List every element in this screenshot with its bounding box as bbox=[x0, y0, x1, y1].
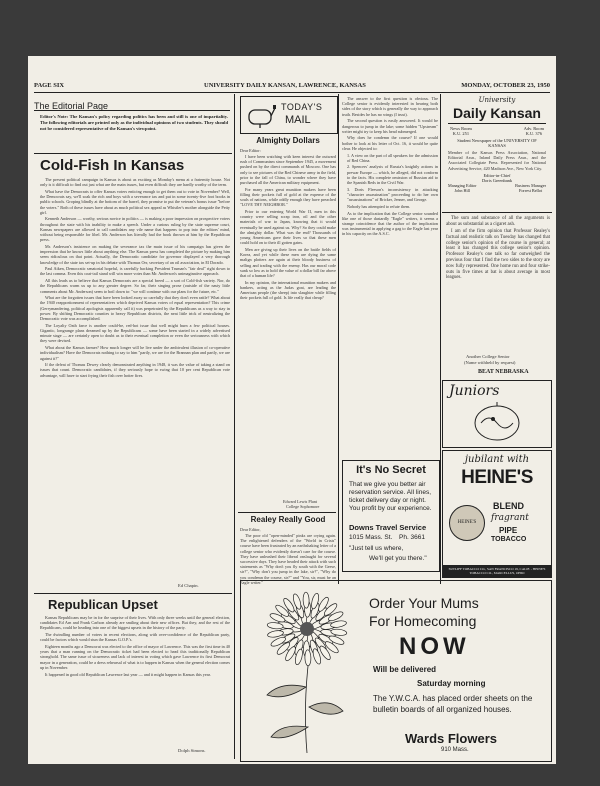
signature-coldfish: Ed Chapin. bbox=[178, 583, 199, 588]
letter-body-dollars bbox=[240, 154, 336, 498]
article-title-coldfish: Cold-Fish In Kansas bbox=[40, 157, 185, 174]
masthead-kicker: University bbox=[478, 96, 516, 104]
adv-room: Adv. Room K.U. 376 bbox=[523, 126, 544, 136]
letter-right-note: (Name withheld by request) bbox=[464, 360, 516, 365]
paragraph: The present political campaign in Kansas is about as exciting as Monday's menu at a fraternity house. Not only is it difficult to find out just what are the main issues, but even difficult they are hardly worthy of the term. bbox=[40, 177, 230, 188]
heines-pipe: PIPE bbox=[499, 526, 518, 535]
column-divider bbox=[338, 94, 339, 584]
paragraph: As to the implication that the College senior sounded like one of those dastardly "Eagle" writers, it seems a strange coincidence that the author of the implication was instrumental in applying a gag to the Eagle last year in his capacity on the A.S.C. bbox=[342, 210, 438, 237]
downs-name: Downs Travel Service bbox=[349, 523, 427, 532]
paragraph: Mr. Anderson's insistence on making the severance tax the main issue of his campaign has given the impression that he knows little about anything else. The Kansas press has completed the picture by making him seem ridiculous on that point. Actually, the Democratic candidate for governor displayed a very thorough knowledge of the state tax set-up in his debate with Thomas Orr, secretary of an oil association, in El Dorado. bbox=[40, 243, 230, 265]
mailbox-icon bbox=[247, 102, 277, 128]
paragraph: The sum and substance of all the arguments is about as substantial as a cigaret ash. bbox=[446, 216, 550, 227]
todays-label: TODAY'S bbox=[281, 102, 323, 112]
article-body-coldfish bbox=[40, 177, 230, 582]
heines-tobacco: TOBACCO bbox=[491, 536, 527, 543]
mums-saturday: Saturday morning bbox=[417, 679, 486, 688]
heines-fragrant: fragrant bbox=[491, 513, 529, 523]
masthead-membership: Member of the Kansas Press Association, National Editorial Assn., Inland Daily Press Assn., and the Associated Collegiate Press. Represented for National Advertising Service, 420 Madison Ave., New York City. bbox=[448, 150, 546, 171]
juniors-logo-icon bbox=[467, 401, 527, 445]
article-body-upset bbox=[40, 615, 230, 745]
heines-footer: SUTLIFF TOBACCO CO., SAN FRANCISCO 19, CALIF. - HEINE'S TOBACCO CO., MARCELLUS, OHIO bbox=[443, 565, 551, 577]
paragraph: The dwindling number of voters in recent elections, along with over-confidence of the Republican party, could be factors which would stun the Kansas G.O.P.'s. bbox=[40, 632, 230, 643]
column-divider bbox=[234, 94, 235, 759]
heines-brand: HEINE'S bbox=[461, 467, 533, 488]
paragraph: All this leads us to believe that Kansas Democrats are a special breed — a sort of Cold-fish variety. Nor, do the Republicans warm us up to any greater degree. So far, their singing prose (outside of the nasty little comments about Mr. Anderson) seem to boil down to: "we will continue with our plans for the future, etc." bbox=[40, 278, 230, 294]
column-divider bbox=[440, 94, 441, 584]
page-label: PAGE SIX bbox=[34, 82, 65, 89]
newspaper-page bbox=[28, 56, 556, 764]
downs-phone: Ph. 3661 bbox=[399, 534, 426, 541]
paragraph: Paul Aiken, Democratic senatorial hopeful, is carefully backing President Truman's "fair deal" right down to the last comma. Even this coat-tail stand will win more votes than Mr. Anderson's unimaginative approach. bbox=[40, 266, 230, 277]
downs-text: That we give you better air reservation service. All lines, ticket delivery day or night. You profit by our experience. bbox=[349, 481, 432, 512]
mums-line-2: For Homecoming bbox=[369, 613, 477, 629]
divider bbox=[34, 153, 232, 154]
paragraph: The Loyalty Oath farce is another could-be, red-hot issue that well might burn a few political houses. Gigantic, longrange plans dreamed up by the Republicans — some have been started in a widely advertised minute stage — are certainly open to doubt as to their eventual completion or even the seriousness with which they were devised. bbox=[40, 322, 230, 344]
downs-travel-ad bbox=[342, 460, 440, 572]
section-title-text: The Editorial Page bbox=[34, 101, 109, 111]
paragraph: Prior to our entering World War II, men in this country were selling scrap iron, oil and the other materials of war to Japan, knowing that it would eventually be used against us. Why? So they could make the almighty dollar. What was the end? Thousands of young Americans gave their lives so that these men could hold on to their ill gotten gains. bbox=[240, 209, 336, 246]
masthead bbox=[444, 96, 550, 210]
paragraph: What about the Kansas farmer? How much longer will he live under the ambivalent illusion of co-operative individualism? Have the Democrats nothing to say to him "partly, we are for the Brannan plan and partly, we are against it?" bbox=[40, 345, 230, 361]
beat-nebraska: BEAT NEBRASKA bbox=[478, 369, 529, 375]
editors-note: Editor's Note: The Kansan's policy regarding politics has been and still is one of impartiality. The following editorials are printed only as the individual opinions of two students. They should not be considered representative of the Kansan's viewpoint. bbox=[40, 114, 228, 131]
wards-name: Wards Flowers bbox=[405, 731, 497, 746]
mums-ad bbox=[240, 580, 552, 762]
heines-blend: BLEND bbox=[493, 501, 524, 511]
mums-ywca: The Y.W.C.A. has placed order sheets on the bulletin boards of all organized houses. bbox=[373, 694, 533, 714]
signature-upset: Dolph Simons. bbox=[178, 748, 206, 753]
letter-body-realey-start bbox=[240, 533, 336, 585]
divider bbox=[34, 593, 232, 594]
paragraph: What have the Democrats to offer Kansas voters enticing enough to get them out to vote in November? Well, the Democrats say, we'll soak the rich and boys with a severance tax and put in some twenty-five foot books in public schools. Groping blindly at the bottom of the barrel, they promise to put the veteran's bonus issue "before the voters." Both of these issues have about as much political sex appeal as Whistler's mother alongside the Petty girl. bbox=[40, 188, 230, 215]
mums-delivered: Will be delivered bbox=[373, 665, 437, 674]
paragraph: Why does he condemn the course? If one would bother to look at his letter of Oct. 16, it would be quite clear. He objected to: bbox=[342, 135, 438, 151]
section-title bbox=[34, 96, 230, 111]
petal bbox=[303, 592, 309, 608]
letter-headline-dollars: Almighty Dollars bbox=[256, 136, 320, 145]
paragraph: Men are giving up their lives on the battle fields of Korea, and yet while these men are dying the same malign plotters are again at their bloody business of selling and trading with the enemy. Has our moral code sunk so low as to hold the value of a dollar bill far above that of a human life? bbox=[240, 246, 336, 278]
petal bbox=[305, 650, 311, 666]
divider bbox=[238, 512, 336, 513]
mums-now: NOW bbox=[399, 633, 470, 660]
masthead-editor-label: Editor-in-Chief bbox=[483, 172, 511, 178]
heines-ad bbox=[442, 450, 552, 578]
page-header bbox=[34, 82, 550, 93]
issue-date: MONDAY, OCTOBER 23, 1950 bbox=[461, 82, 550, 89]
letter-signature: Edward Lewis Plant bbox=[283, 499, 317, 504]
paragraph: It happened in good old Republican Lawrence last year — and it might happen in Kansas this year. bbox=[45, 671, 211, 677]
downs-address: 1015 Mass. St. bbox=[349, 534, 393, 541]
heines-tagline: jubilant with bbox=[464, 454, 530, 465]
paragraph: I am of the firm opinion that Professor Realey's factual and realistic talk on Tuesday has changed that college senior's opinion of the course in general; at least it has changed this college senior's opinion. Professor Realey's one talk so far outweighed the previous four that I find the two sides to the story are now fully represented. One home run and four strike-outs in five times at bat is about average in most leagues. bbox=[446, 229, 550, 281]
masthead-staff: Managing Editor John Hill Business Manager Forrest Bellot bbox=[448, 182, 546, 193]
paragraph: In my opinion, the international munition makers and bankers, acting as the Judas goat, are leading the American people (the sheep) into slaughter while filling their pockets full of gold. Is life really that cheap? bbox=[240, 279, 336, 301]
article-title-upset: Republican Upset bbox=[48, 597, 158, 612]
divider bbox=[448, 123, 546, 124]
downs-headline: It's No Secret bbox=[356, 464, 426, 476]
masthead-editor: Doris Greenbank bbox=[481, 177, 513, 183]
masthead-phones bbox=[444, 126, 550, 136]
downs-slogan-1: "Just tell us where, bbox=[349, 545, 404, 552]
juniors-title: Juniors bbox=[449, 383, 500, 399]
paragraph: Kansas Republicans may be in for the surprise of their lives. With only three weeks until the general election, candidates Ed Arn and Frank Carlson already are smiling about their new offices. But they, and the rest of the Republicans, could be heading into one of the biggest upsets in the history of the party. bbox=[40, 615, 230, 631]
divider bbox=[442, 212, 552, 213]
chrysanthemum-icon bbox=[251, 587, 361, 755]
todays-mail-banner bbox=[240, 96, 338, 134]
mail-label: MAIL bbox=[285, 114, 311, 126]
tobacco-tin-icon bbox=[449, 505, 485, 541]
letter-headline-realey: Realey Really Good bbox=[250, 515, 326, 524]
wards-address: 910 Mass. bbox=[441, 747, 469, 753]
paper-name: UNIVERSITY DAILY KANSAN, LAWRENCE, KANSAS bbox=[204, 82, 366, 89]
juniors-ad bbox=[442, 380, 552, 448]
letter-body-right bbox=[446, 216, 550, 352]
letter-salutation: Dear Editor, bbox=[240, 527, 261, 532]
downs-slogan-2: We'll get you there." bbox=[369, 555, 427, 562]
letter-affiliation: College Sophomore bbox=[286, 504, 320, 509]
paragraph: I have been watching with keen interest the outward rush of Communism since September 1945, a movement pushed on by the direct commands of Moscow. One has only to see pictures of the Red Chinese army in the field, prior to the fall of China, to wonder where they have purchased all the American military equipment. bbox=[240, 154, 336, 186]
paragraph: If the defeat of Thomas Dewey clearly demonstrated anything in 1948, it was the value of taking a stand on issues that count. Democratic candidates, if they seriously hope to swing that 10 per cent Republican vote advantage, will have to start frying their fish over hotter fires. bbox=[40, 362, 230, 378]
masthead-subtitle: Student Newspaper of the UNIVERSITY OF KANSAS bbox=[457, 138, 537, 148]
paragraph: The second question is easily answered. It would be dangerous to jump in the lake; some hidden "Upstream" writer might try to keep his head submerged. bbox=[342, 118, 438, 134]
letter-body-realey-cont bbox=[342, 96, 438, 456]
news-room: News Room K.U. 251 bbox=[450, 126, 472, 136]
paragraph: The poor old "open-minded" pinks are crying again. The enlightened defenders of the "World in Crisis" course have been frustrated by an earthshaking letter of a college senior who evidently doesn't care for the course. They have unleashed their liberal onslaught for several successive days. They have headed their attack with such statements as "Why don't you fly south with the Geese, sir?", "Why don't you jump in the lake, sir?", "Why do you condemn the course, sir?" and "You, sir, must be an Eagle writer." bbox=[240, 533, 336, 585]
paragraph: For many years great munition makers have been filling their pockets full of gold at the expense of the souls of nations, while oddly enough they have preached "LOVE THY NEIGHBOR." bbox=[240, 186, 336, 208]
objection-item: 3. Doris Fleeson's inconsistency in attacking "character assassination" proceeding to do her own "assassinations" of Bricker, Jenner, and George. bbox=[347, 186, 438, 203]
paragraph: Kenneth Anderson — worthy, serious novice in politics — is making a poor impression on prospective voters throughout the state with his inability to make a speech. Under a curious ruling by the state supreme court, Kansas newspapers are allowed to call candidates any vile name that happens to pop into the editors' mind, without being responsible for libel. Mr. Anderson has literally had the book thrown at him by the Republican press. bbox=[40, 216, 230, 243]
tin-label: HEINE'S bbox=[457, 520, 477, 525]
objection-item: 2. Spencers' analysis of Russia's knightly actions in prewar Europe — which, he alleged, did not conform to the facts. His complete omission of Russian aid to the Spanish Reds in the Civil War. bbox=[347, 164, 438, 186]
paragraph: Nobody has attempted to refute them. bbox=[347, 203, 411, 209]
letter-salutation: Dear Editor: bbox=[240, 148, 261, 153]
letter-right-signature: Another College Senior bbox=[466, 354, 510, 359]
mums-line-1: Order Your Mums bbox=[369, 595, 479, 611]
paragraph: The answer to the first question is obvious. The College senior is evidently interested in hearing both sides of the story which is generally the way to approach truth. Besides he has no wings (I trust). bbox=[342, 96, 438, 117]
objection-item: 1. A view on the part of all speakers for the admission of Red China. bbox=[347, 152, 438, 163]
paragraph: What are the forgotten issues that have been looked away so carefully that they don't even rattle? What about the 1940 reapportionment of representatives which deprived Kansas voters of equal representation? This crime (Gerrymandering, political apologists apparently call it) was perpetrated by the Republicans as a way to stay in power. By shifting Democratic counties to heavy Republican districts, the neat little trick of neutralizing the Democratic vote was accomplished. bbox=[40, 295, 230, 322]
paragraph: Eighteen months ago a Democrat was elected to the office of mayor of Lawrence. This was the first time in 40 years that a man running on the Democratic ticket had been elected to head this traditionally Republican stronghold. The same issue of sicureness and lack of interest in voting which gave Lawrence its first Democrat mayor in a generation, could be a dress rehearsal of what is to happen in Kansas when the general election comes up in November. bbox=[40, 644, 230, 670]
masthead-name: Daily Kansan bbox=[453, 105, 541, 121]
